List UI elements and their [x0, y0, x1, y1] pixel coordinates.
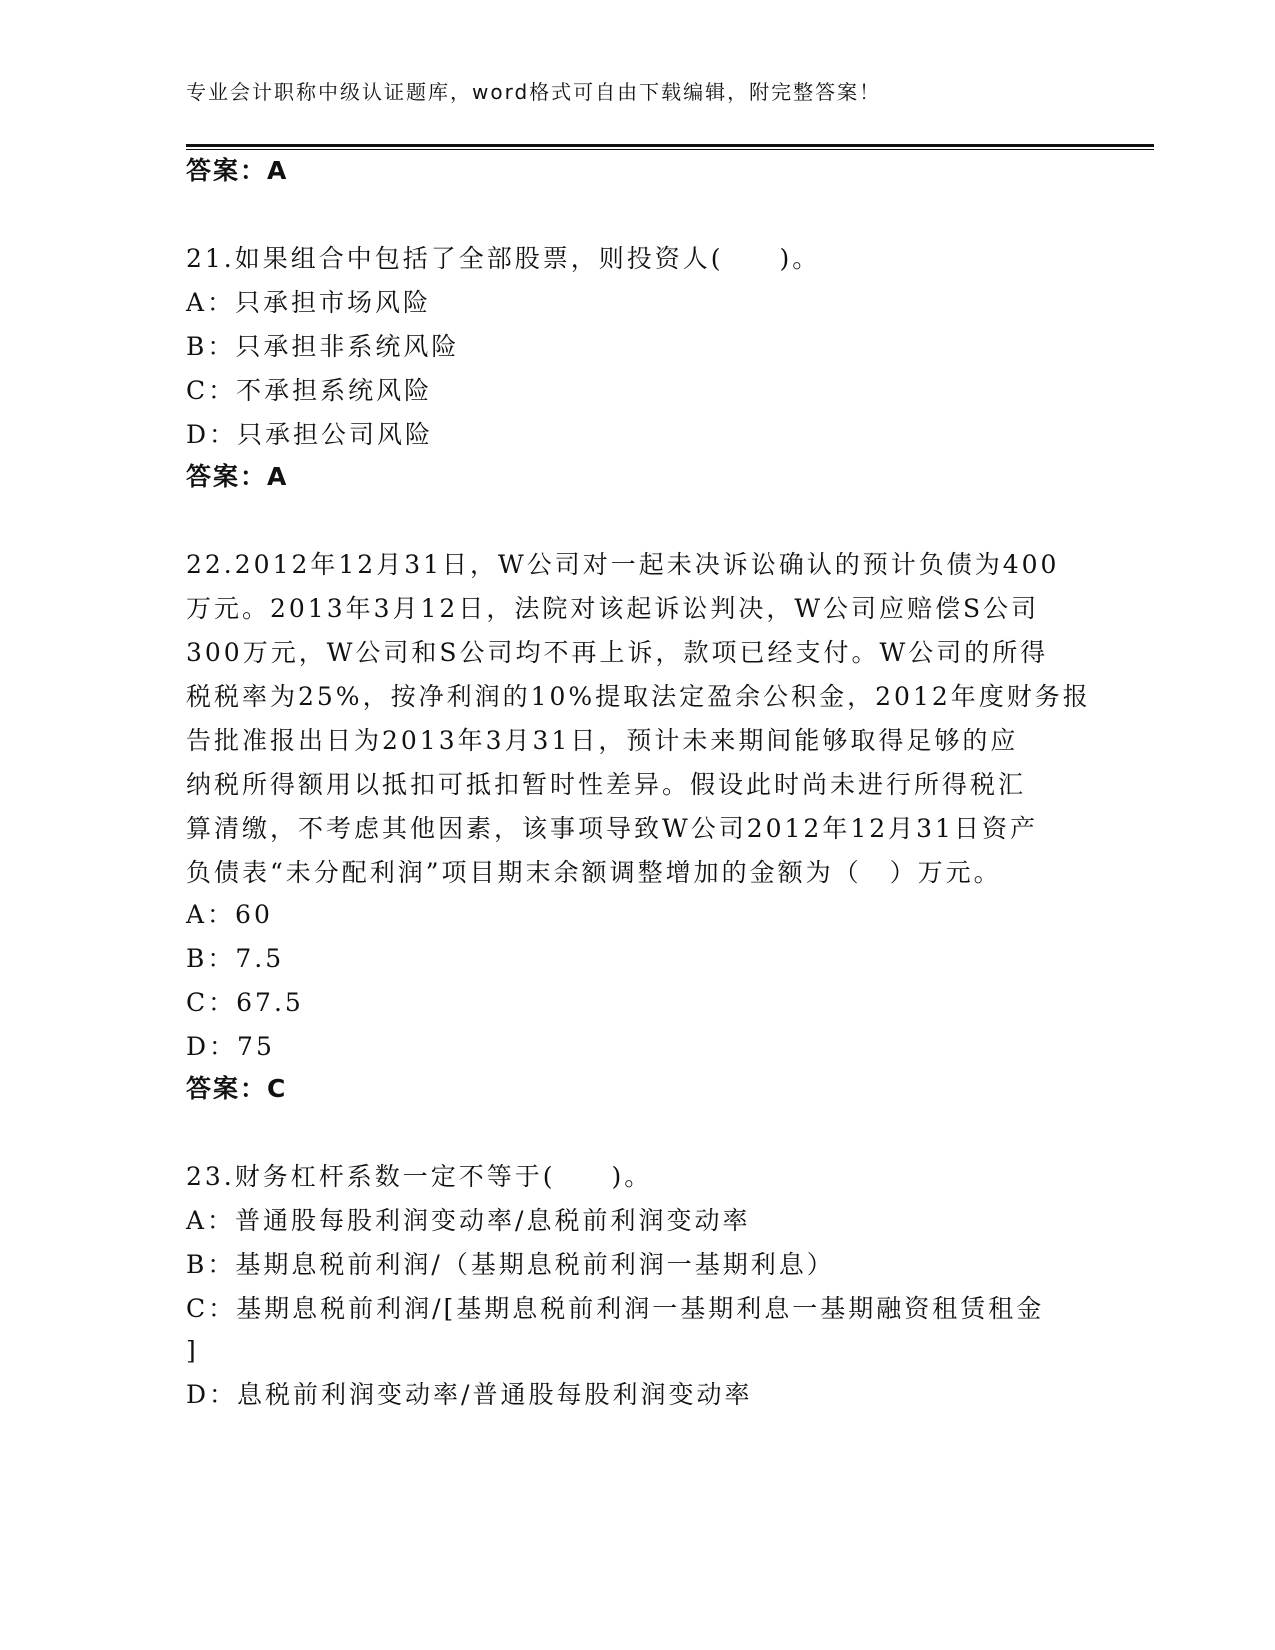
question-stem: 算清缴，不考虑其他因素，该事项导致W公司2012年12月31日资产 — [186, 814, 1038, 843]
question-stem: 23.财务杠杆系数一定不等于( )。 — [186, 1162, 653, 1191]
answer-line: 答案：C — [186, 1074, 288, 1103]
question-stem: 21.如果组合中包括了全部股票，则投资人( )。 — [186, 244, 821, 273]
option-c: C：不承担系统风险 — [186, 376, 433, 405]
answer-line: 答案：A — [186, 156, 289, 185]
option-b: B：7.5 — [186, 944, 285, 973]
question-stem: 税税率为25%，按净利润的10%提取法定盈余公积金，2012年度财务报 — [186, 682, 1091, 711]
question-stem: 负债表“未分配利润”项目期末余额调整增加的金额为（ ）万元。 — [186, 858, 1002, 887]
question-stem: 纳税所得额用以抵扣可抵扣暂时性差异。假设此时尚未进行所得税汇 — [186, 770, 1027, 799]
option-b: B：基期息税前利润/（基期息税前利润一基期利息） — [186, 1250, 835, 1279]
option-c: C：67.5 — [186, 988, 304, 1017]
answer-line: 答案：A — [186, 462, 289, 491]
question-stem: 万元。2013年3月12日，法院对该起诉讼判决，W公司应赔偿S公司 — [186, 594, 1040, 623]
option-d: D：息税前利润变动率/普通股每股利润变动率 — [186, 1380, 753, 1409]
question-stem: 22.2012年12月31日，W公司对一起未决诉讼确认的预计负债为400 — [186, 550, 1060, 579]
option-a: A：60 — [186, 900, 273, 929]
option-d: D：只承担公司风险 — [186, 420, 434, 449]
header-divider — [186, 144, 1154, 150]
question-stem: 告批准报出日为2013年3月31日，预计未来期间能够取得足够的应 — [186, 726, 1019, 755]
option-a: A：普通股每股利润变动率/息税前利润变动率 — [186, 1206, 751, 1235]
option-a: A：只承担市场风险 — [186, 288, 432, 317]
option-c: C：基期息税前利润/[基期息税前利润一基期利息一基期融资租赁租金 — [186, 1294, 1045, 1323]
page-header: 专业会计职称中级认证题库，word格式可自由下载编辑，附完整答案！ — [186, 80, 882, 104]
option-c-continued: ] — [186, 1336, 199, 1365]
option-b: B：只承担非系统风险 — [186, 332, 460, 361]
option-d: D：75 — [186, 1032, 275, 1061]
question-stem: 300万元，W公司和S公司均不再上诉，款项已经支付。W公司的所得 — [186, 638, 1049, 667]
